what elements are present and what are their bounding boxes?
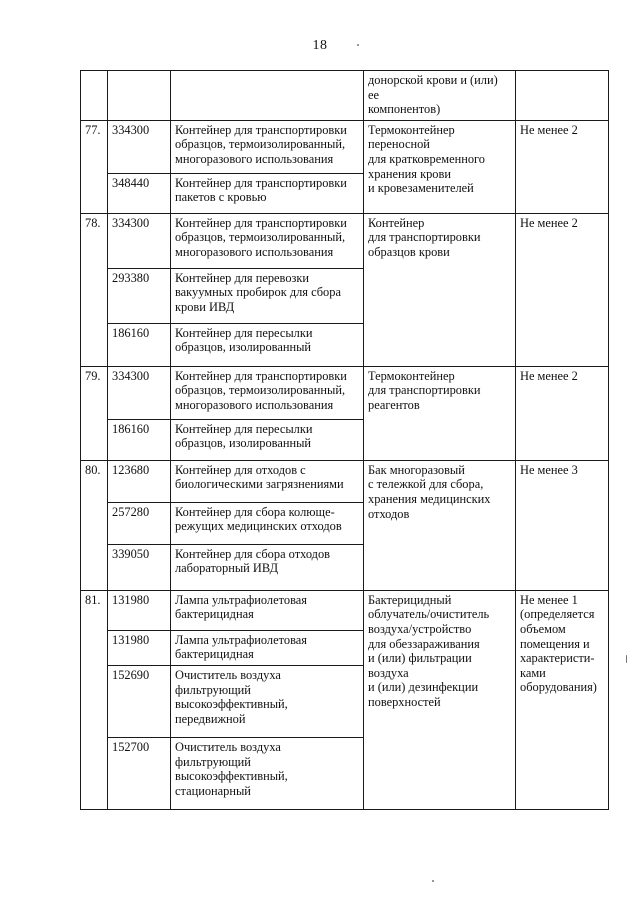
name-78-1: Контейнер для транспортировки образцов, термоизолированный, многоразового использования [171,213,364,268]
table-row-78 [81,213,609,268]
code-77-1: 334300 [108,120,171,173]
name-81-1: Лампа ультрафиолетовая бактерицидная [171,590,364,630]
code-79-2: 186160 [108,419,171,460]
name-77-1: Контейнер для транспортировки образцов, термоизолированный, многоразового использования [171,120,364,173]
code-80-2: 257280 [108,502,171,544]
row-number-80: 80. [81,460,108,590]
code-81-3: 152690 [108,665,171,737]
qty-77: Не менее 2 [516,120,609,213]
item-79: Термоконтейнер для транспортировки реагентов [364,366,516,460]
name-80-3: Контейнер для сбора отходов лабораторный ИВД [171,544,364,590]
code-78-3: 186160 [108,323,171,366]
cell-num-empty [81,71,108,121]
scan-speck [626,655,627,663]
qty-78: Не менее 2 [516,213,609,366]
name-78-2: Контейнер для перевозки вакуумных пробирок для сбора крови ИВД [171,268,364,323]
code-80-1: 123680 [108,460,171,502]
item-81: Бактерицидный облучатель/очиститель воздуха/устройство для обеззараживания и (или) фильтрации воздуха и (или) дезинфекции поверхностей [364,590,516,809]
name-81-3: Очиститель воздуха фильтрующий высокоэффективный, передвижной [171,665,364,737]
item-78: Контейнер для транспортировки образцов крови [364,213,516,366]
cell-qty-empty [516,71,609,121]
code-78-2: 293380 [108,268,171,323]
table-row-79 [81,366,609,419]
row-number-79: 79. [81,366,108,460]
name-80-1: Контейнер для отходов с биологическими загрязнениями [171,460,364,502]
name-79-2: Контейнер для пересылки образцов, изолированный [171,419,364,460]
name-80-2: Контейнер для сбора колюще- режущих медицинских отходов [171,502,364,544]
qty-79: Не менее 2 [516,366,609,460]
table-row-80 [81,460,609,502]
scan-speck [357,44,359,46]
cell-name-empty [171,71,364,121]
equipment-table [80,70,609,810]
name-81-2: Лампа ультрафиолетовая бактерицидная [171,630,364,665]
scan-speck [432,880,434,882]
name-81-4: Очиститель воздуха фильтрующий высокоэффективный, стационарный [171,737,364,809]
name-79-1: Контейнер для транспортировки образцов, термоизолированный, многоразового использования [171,366,364,419]
qty-80: Не менее 3 [516,460,609,590]
row-number-78: 78. [81,213,108,366]
item-80: Бак многоразовый с тележкой для сбора, хранения медицинских отходов [364,460,516,590]
code-80-3: 339050 [108,544,171,590]
code-81-1: 131980 [108,590,171,630]
code-78-1: 334300 [108,213,171,268]
code-81-4: 152700 [108,737,171,809]
name-77-2: Контейнер для транспортировки пакетов с кровью [171,173,364,213]
code-77-2: 348440 [108,173,171,213]
name-78-3: Контейнер для пересылки образцов, изолированный [171,323,364,366]
code-79-1: 334300 [108,366,171,419]
cell-code-empty [108,71,171,121]
table-row-81 [81,590,609,630]
code-81-2: 131980 [108,630,171,665]
page-number: 18 [312,38,328,53]
table-row-continuation [81,71,609,121]
row-number-81: 81. [81,590,108,809]
qty-81: Не менее 1 (определяется объемом помещения и характеристи- ками оборудования) [516,590,609,809]
row-number-77: 77. [81,120,108,213]
item-77: Термоконтейнер переносной для кратковременного хранения крови и кровезаменителей [364,120,516,213]
cell-item-continuation: донорской крови и (или) ее компонентов) [364,71,516,121]
table-row-77 [81,120,609,173]
